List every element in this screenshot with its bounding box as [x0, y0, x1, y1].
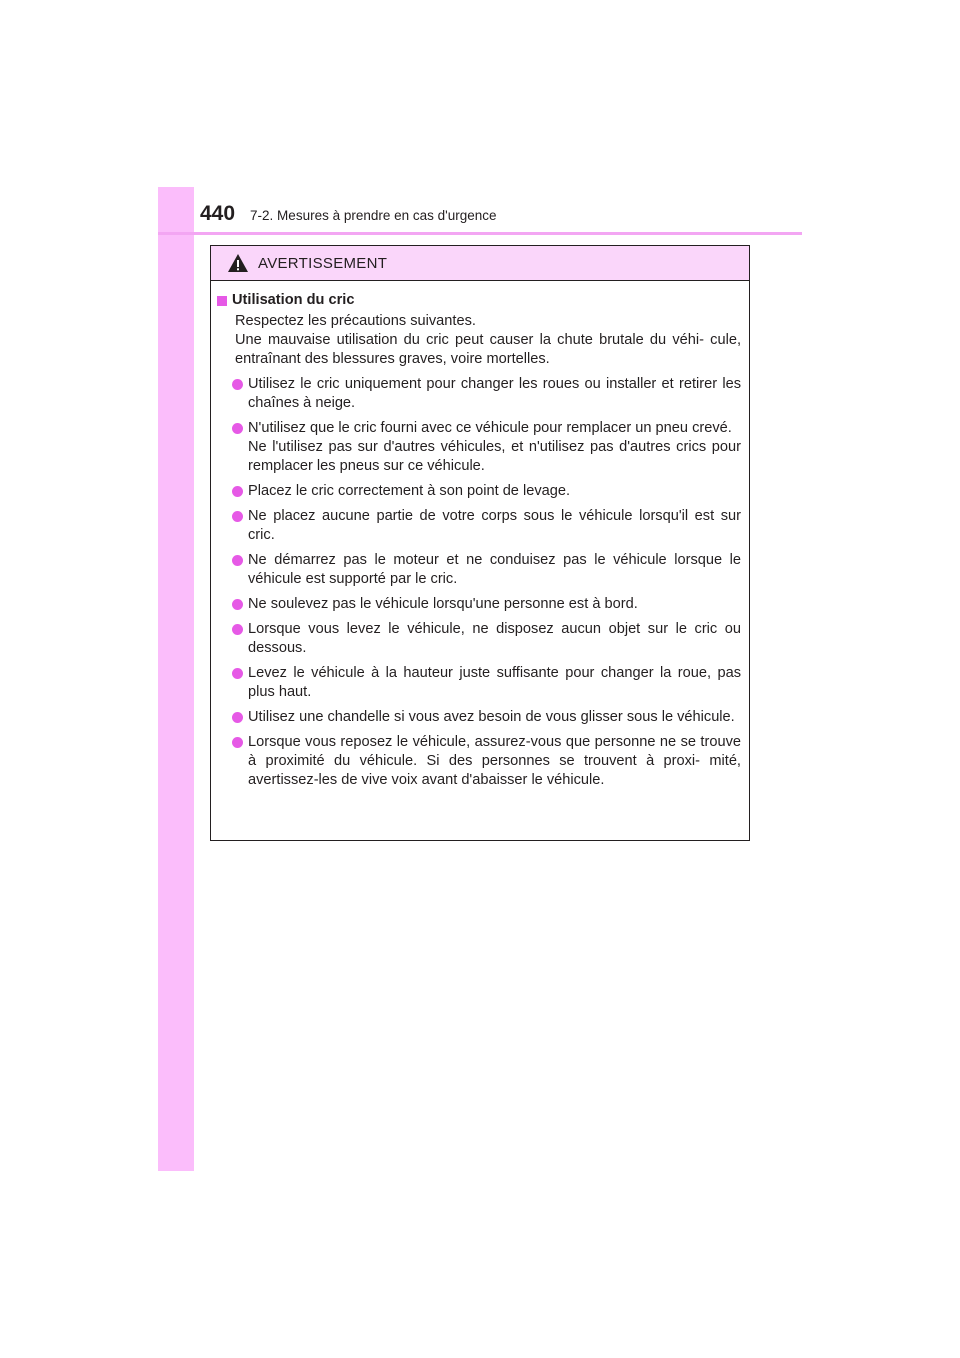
bullet-dot-icon: [232, 423, 243, 434]
list-item: [216, 551, 741, 589]
list-item-text: Lorsque vous reposez le véhicule, assurez-vous que personne ne se trouve à proximité du véhicule. Si des personnes se trouvent à proxi- mité, avertissez-les de vive voix avant d'abaisser le véhicule.: [248, 734, 741, 788]
warning-body: [211, 281, 749, 790]
list-item-text: N'utilisez que le cric fourni avec ce véhicule pour remplacer un pneu crevé.: [248, 420, 732, 436]
bullet-dot-icon: [232, 555, 243, 566]
list-item-text: Levez le véhicule à la hauteur juste suffisante pour changer la roue, pas plus haut.: [248, 665, 741, 700]
chapter-side-tab: [158, 187, 194, 1171]
bullet-dot-icon: [232, 486, 243, 497]
list-item: [216, 375, 741, 413]
list-item: [216, 595, 741, 614]
subhead-text: Utilisation du cric: [232, 292, 355, 308]
bullet-dot-icon: [232, 624, 243, 635]
list-item-text: Ne placez aucune partie de votre corps sous le véhicule lorsqu'il est sur cric.: [248, 508, 741, 543]
list-item-text: Utilisez une chandelle si vous avez besoin de vous glisser sous le véhicule.: [248, 709, 735, 725]
list-item: [216, 507, 741, 545]
list-item: [216, 708, 741, 727]
square-bullet-icon: [217, 296, 227, 306]
list-item: [216, 620, 741, 658]
list-item: [216, 482, 741, 501]
intro-line: Une mauvaise utilisation du cric peut causer la chute brutale du véhi- cule, entraînant des blessures graves, voire mortelles.: [235, 332, 741, 367]
list-item: [216, 664, 741, 702]
bullet-dot-icon: [232, 599, 243, 610]
intro: [235, 312, 741, 369]
header-rule: [158, 232, 802, 235]
bullet-dot-icon: [232, 737, 243, 748]
list-item-text: Lorsque vous levez le véhicule, ne disposez aucun objet sur le cric ou dessous.: [248, 621, 741, 656]
list-item-text: Placez le cric correctement à son point de levage.: [248, 483, 571, 499]
subhead: [216, 291, 741, 310]
bullet-dot-icon: [232, 712, 243, 723]
list-item: [216, 733, 741, 790]
page-number: 440: [200, 202, 236, 225]
section-title: 7-2. Mesures à prendre en cas d'urgence: [250, 208, 497, 223]
warning-triangle-icon: [227, 253, 249, 273]
warning-header: [211, 246, 749, 281]
list-item-text: Ne l'utilisez pas sur d'autres véhicules, et n'utilisez pas d'autres crics pour remplacer les pneus sur ce véhicule.: [248, 439, 741, 474]
intro-line: Respectez les précautions suivantes.: [235, 313, 476, 329]
precautions-list: [216, 375, 741, 790]
list-item-text: Ne démarrez pas le moteur et ne conduisez pas le véhicule lorsque le véhicule est supporté par le cric.: [248, 552, 741, 587]
warning-box: [210, 245, 750, 841]
page-header: [200, 202, 497, 230]
list-item: [216, 419, 741, 476]
list-item-text: Utilisez le cric uniquement pour changer les roues ou installer et retirer les chaînes à neige.: [248, 376, 741, 411]
bullet-dot-icon: [232, 668, 243, 679]
bullet-dot-icon: [232, 511, 243, 522]
bullet-dot-icon: [232, 379, 243, 390]
warning-title: AVERTISSEMENT: [258, 254, 388, 272]
list-item-text: Ne soulevez pas le véhicule lorsqu'une personne est à bord.: [248, 596, 638, 612]
